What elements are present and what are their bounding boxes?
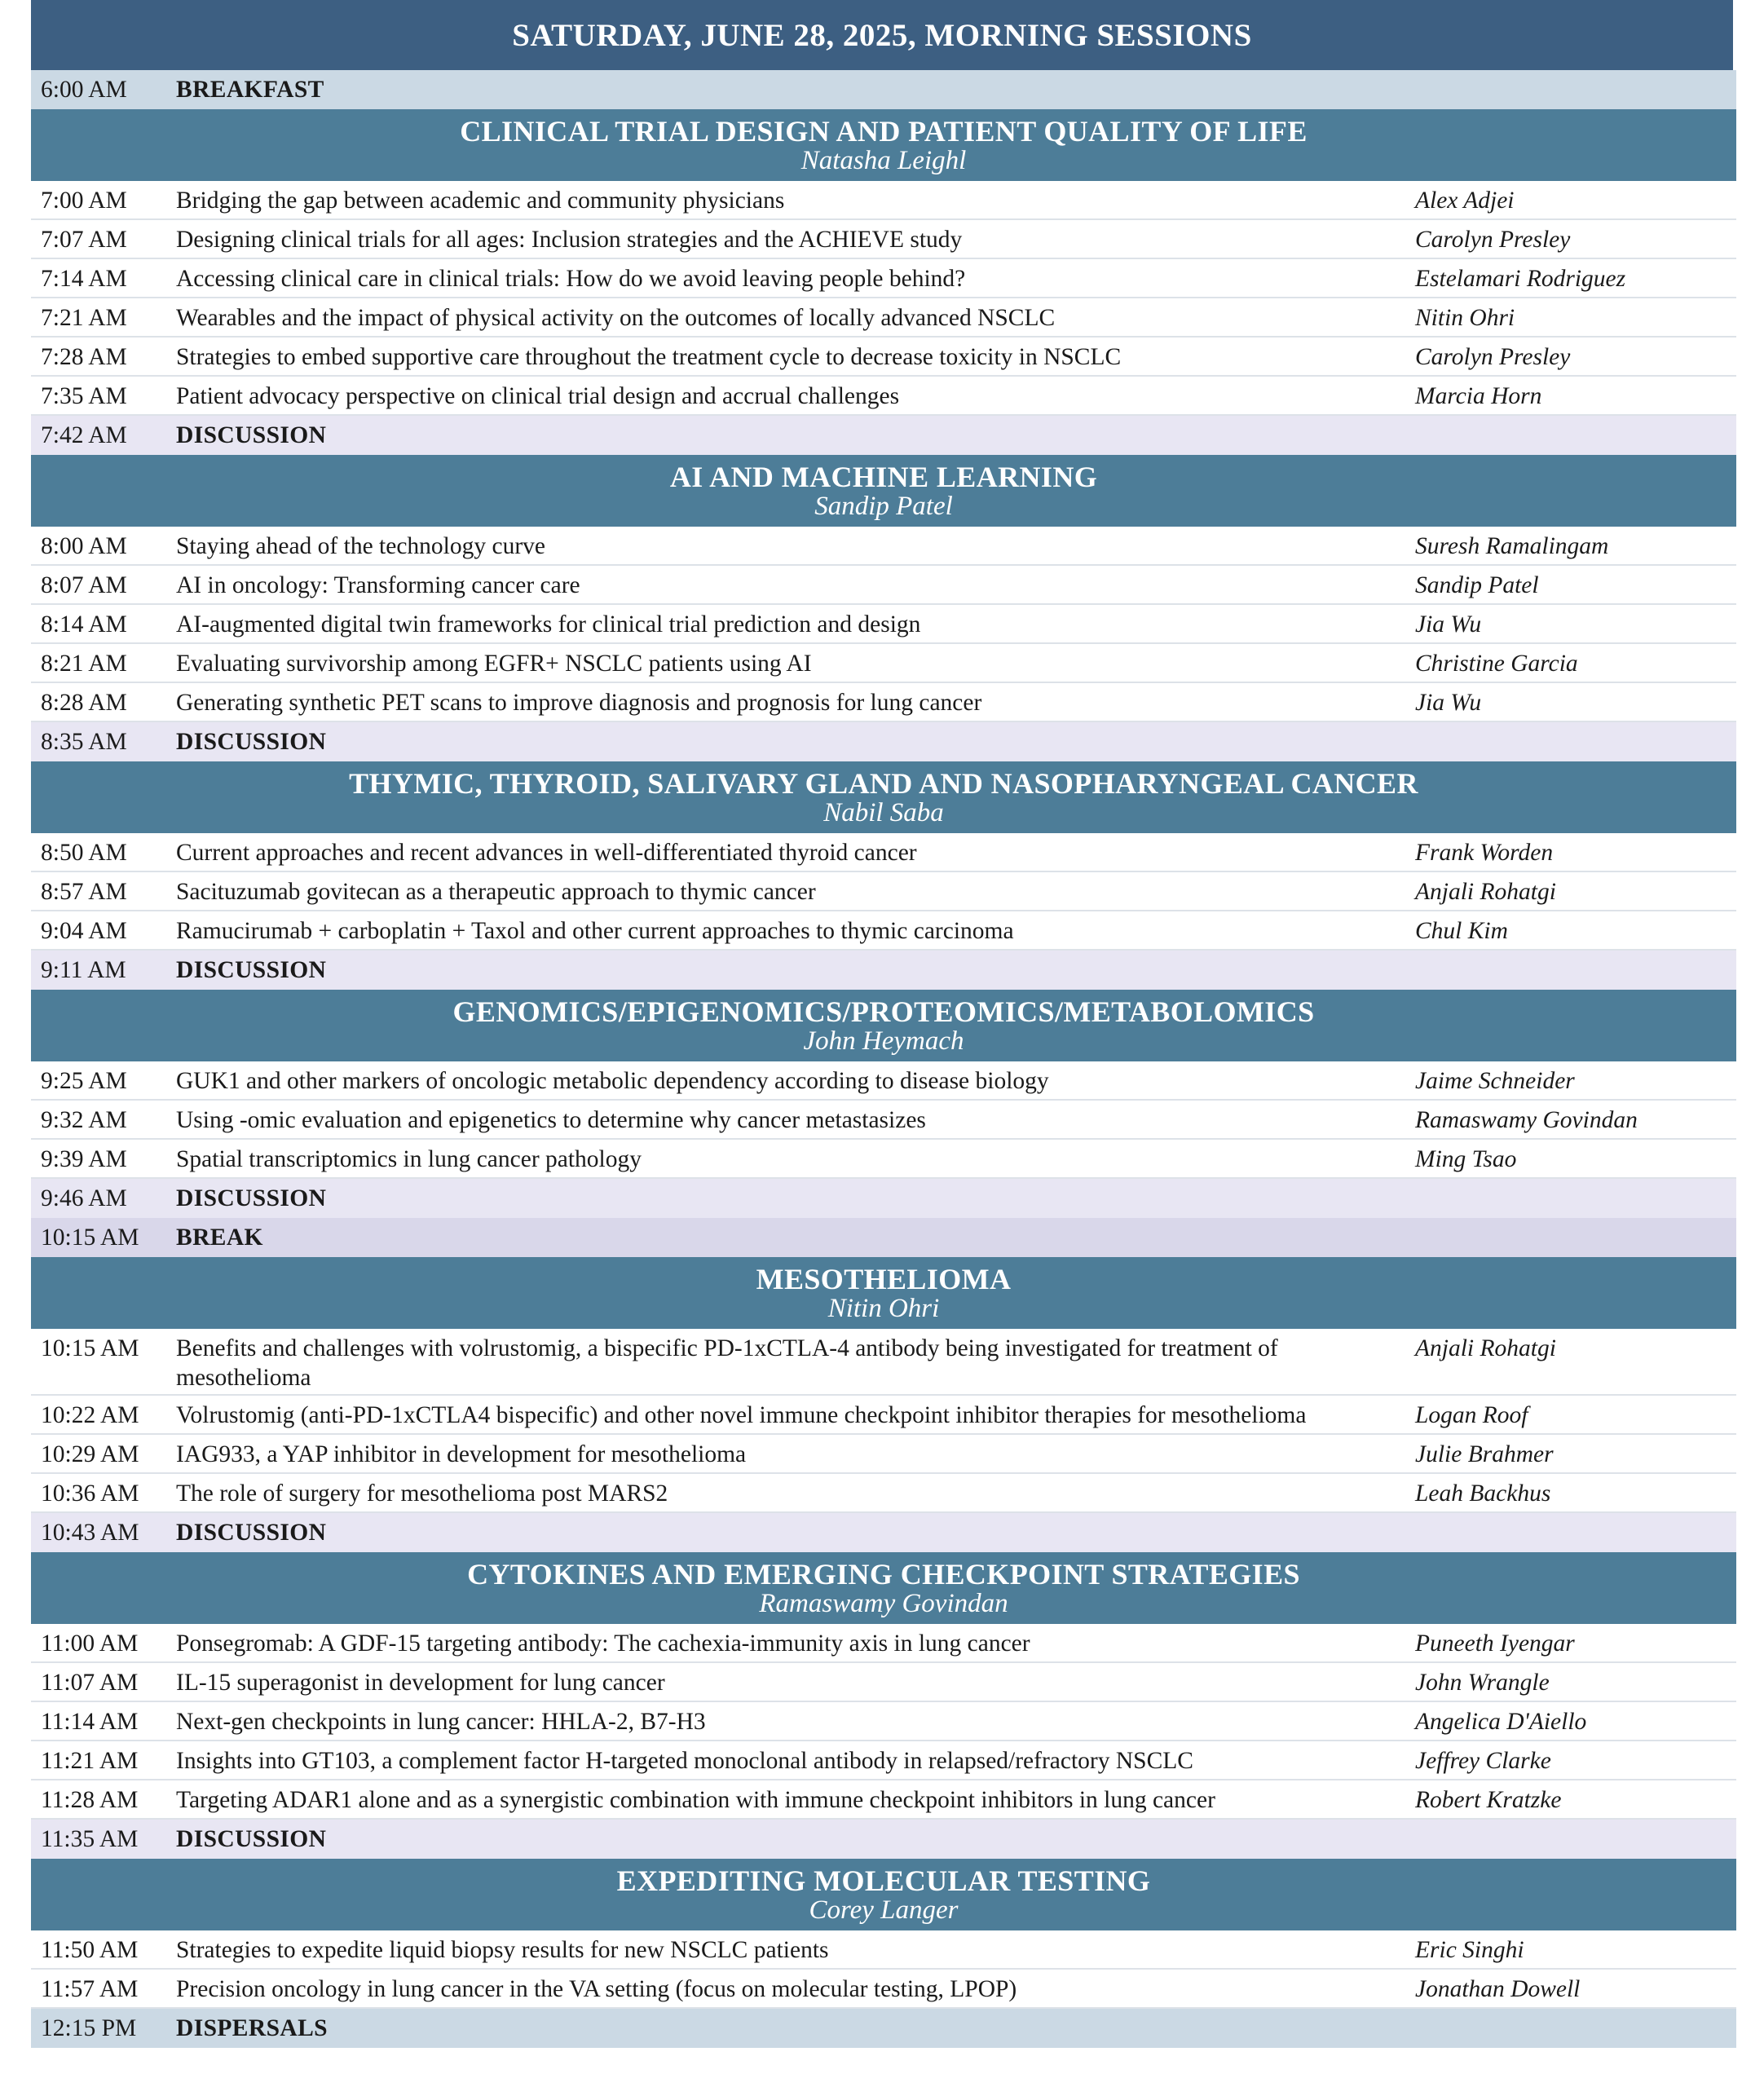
talk-time: 11:14 AM [41, 1709, 139, 1735]
talk-title: Strategies to embed supportive care throughout the treatment cycle to decrease toxicity in NSCLC [176, 344, 1122, 370]
talk-speaker: Carolyn Presley [1415, 227, 1571, 253]
breakfast-row [31, 70, 1736, 109]
dispersals-row [31, 2009, 1736, 2048]
talk-speaker: Jonathan Dowell [1415, 1976, 1581, 2002]
talk-time: 7:21 AM [41, 305, 127, 331]
talk-time: 9:25 AM [41, 1068, 127, 1094]
talk-speaker: Anjali Rohatgi [1415, 1335, 1556, 1361]
talk-speaker: Angelica D'Aiello [1415, 1709, 1587, 1735]
talk-title: Benefits and challenges with volrustomig, a bispecific PD-1xCTLA-4 antibody being investigated for treatment of mesothelioma [176, 1335, 1278, 1391]
row-label: DISCUSSION [176, 1826, 327, 1852]
session-header [31, 455, 1736, 527]
row-time: 9:46 AM [41, 1185, 127, 1211]
talk-speaker: John Wrangle [1415, 1670, 1550, 1696]
talk-speaker: Ramaswamy Govindan [1415, 1107, 1638, 1133]
talk-time: 11:50 AM [41, 1937, 139, 1963]
talk-title: Next-gen checkpoints in lung cancer: HHLA-2, B7-H3 [176, 1709, 706, 1735]
talk-title: Generating synthetic PET scans to improve diagnosis and prognosis for lung cancer [176, 690, 982, 716]
talk-row [31, 259, 1736, 298]
talk-time: 10:29 AM [41, 1441, 139, 1467]
session-title: GENOMICS/EPIGENOMICS/PROTEOMICS/METABOLOMICS [452, 995, 1315, 1028]
session-header [31, 761, 1736, 833]
row-label: DISCUSSION [176, 422, 327, 448]
talk-time: 8:14 AM [41, 611, 127, 638]
talk-row [31, 1474, 1736, 1513]
row-label: BREAK [176, 1224, 263, 1251]
break-row [31, 1218, 1736, 1257]
talk-speaker: Eric Singhi [1415, 1937, 1524, 1963]
session-header [31, 109, 1736, 181]
row-label: DISPERSALS [176, 2015, 328, 2041]
talk-speaker: Jia Wu [1415, 611, 1482, 638]
talk-row [31, 1435, 1736, 1474]
talk-title: Volrustomig (anti-PD-1xCTLA4 bispecific) and other novel immune checkpoint inhibitor therapies for mesothelioma [176, 1402, 1307, 1428]
talk-speaker: Ming Tsao [1415, 1146, 1517, 1172]
discussion-row [31, 416, 1736, 455]
talk-title: Using -omic evaluation and epigenetics to determine why cancer metastasizes [176, 1107, 926, 1133]
talk-time: 7:00 AM [41, 188, 127, 214]
talk-time: 7:14 AM [41, 266, 127, 292]
talk-title: Staying ahead of the technology curve [176, 533, 546, 559]
talk-speaker: Robert Kratzke [1415, 1787, 1562, 1813]
discussion-row [31, 951, 1736, 990]
talk-row [31, 377, 1736, 416]
talk-time: 11:00 AM [41, 1630, 139, 1657]
talk-time: 8:50 AM [41, 840, 127, 866]
session-chair: John Heymach [803, 1026, 964, 1056]
talk-speaker: Julie Brahmer [1415, 1441, 1554, 1467]
talk-time: 8:57 AM [41, 879, 127, 905]
agenda [31, 0, 1736, 2048]
session-chair: Ramaswamy Govindan [759, 1589, 1008, 1618]
talk-speaker: Estelamari Rodriguez [1415, 266, 1626, 292]
talk-title: Sacituzumab govitecan as a therapeutic approach to thymic cancer [176, 879, 816, 905]
talk-time: 8:28 AM [41, 690, 127, 716]
talk-row [31, 683, 1736, 722]
talk-row [31, 298, 1736, 338]
talk-title: Designing clinical trials for all ages: Inclusion strategies and the ACHIEVE study [176, 227, 963, 253]
talk-row [31, 1101, 1736, 1140]
talk-title: AI in oncology: Transforming cancer care [176, 572, 580, 598]
talk-speaker: Logan Roof [1415, 1402, 1528, 1428]
session-title: MESOTHELIOMA [756, 1263, 1012, 1295]
talk-title: Patient advocacy perspective on clinical trial design and accrual challenges [176, 383, 900, 409]
talk-row [31, 644, 1736, 683]
talk-title: GUK1 and other markers of oncologic metabolic dependency according to disease biology [176, 1068, 1049, 1094]
session-header [31, 1859, 1736, 1930]
talk-row [31, 1663, 1736, 1702]
talk-time: 11:07 AM [41, 1670, 139, 1696]
talk-time: 8:21 AM [41, 651, 127, 677]
talk-time: 10:36 AM [41, 1480, 139, 1507]
talk-time: 11:21 AM [41, 1748, 139, 1774]
talk-row [31, 181, 1736, 220]
talk-row [31, 911, 1736, 951]
talk-time: 7:07 AM [41, 227, 127, 253]
talk-title: Bridging the gap between academic and community physicians [176, 188, 785, 214]
row-time: 7:42 AM [41, 422, 127, 448]
session-header [31, 1552, 1736, 1624]
talk-time: 10:15 AM [41, 1335, 139, 1361]
talk-speaker: Marcia Horn [1415, 383, 1542, 409]
session-title: CLINICAL TRIAL DESIGN AND PATIENT QUALITY OF LIFE [460, 115, 1308, 148]
talk-row [31, 527, 1736, 566]
session-title: CYTOKINES AND EMERGING CHECKPOINT STRATEGIES [467, 1558, 1300, 1591]
talk-title: Precision oncology in lung cancer in the VA setting (focus on molecular testing, LPOP) [176, 1976, 1017, 2002]
discussion-row [31, 1179, 1736, 1218]
session-chair: Nabil Saba [823, 798, 944, 827]
session-chair: Natasha Leighl [800, 146, 967, 175]
row-time: 10:15 AM [41, 1224, 139, 1251]
talk-speaker: Anjali Rohatgi [1415, 879, 1556, 905]
talk-speaker: Suresh Ramalingam [1415, 533, 1609, 559]
talk-time: 7:35 AM [41, 383, 127, 409]
talk-title: IL-15 superagonist in development for lung cancer [176, 1670, 665, 1696]
talk-speaker: Christine Garcia [1415, 651, 1578, 677]
talk-time: 8:07 AM [41, 572, 127, 598]
discussion-row [31, 1820, 1736, 1859]
row-time: 11:35 AM [41, 1826, 139, 1852]
talk-speaker: Jaime Schneider [1415, 1068, 1575, 1094]
talk-title: Spatial transcriptomics in lung cancer pathology [176, 1146, 642, 1172]
talk-row [31, 338, 1736, 377]
talk-row [31, 1396, 1736, 1435]
talk-title: Wearables and the impact of physical activity on the outcomes of locally advanced NSCLC [176, 305, 1056, 331]
session-chair: Sandip Patel [814, 492, 953, 521]
page-title: SATURDAY, JUNE 28, 2025, MORNING SESSIONS [31, 0, 1733, 70]
talk-row [31, 1702, 1736, 1741]
talk-speaker: Chul Kim [1415, 918, 1508, 944]
talk-time: 9:04 AM [41, 918, 127, 944]
row-label: DISCUSSION [176, 729, 327, 755]
talk-speaker: Jeffrey Clarke [1415, 1748, 1551, 1774]
talk-title: Evaluating survivorship among EGFR+ NSCLC patients using AI [176, 651, 812, 677]
talk-title: The role of surgery for mesothelioma post MARS2 [176, 1480, 668, 1507]
session-title: EXPEDITING MOLECULAR TESTING [616, 1864, 1151, 1897]
session-title: THYMIC, THYROID, SALIVARY GLAND AND NASOPHARYNGEAL CANCER [349, 767, 1418, 800]
session-header [31, 990, 1736, 1061]
talk-time: 11:28 AM [41, 1787, 139, 1813]
talk-row [31, 1780, 1736, 1820]
talk-speaker: Leah Backhus [1415, 1480, 1551, 1507]
talk-title: IAG933, a YAP inhibitor in development for mesothelioma [176, 1441, 747, 1467]
talk-title: Accessing clinical care in clinical trials: How do we avoid leaving people behind? [176, 266, 966, 292]
row-time: 6:00 AM [41, 77, 127, 103]
talk-title: Targeting ADAR1 alone and as a synergistic combination with immune checkpoint inhibitors in lung cancer [176, 1787, 1215, 1813]
row-label: DISCUSSION [176, 957, 327, 983]
talk-time: 9:32 AM [41, 1107, 127, 1133]
talk-row [31, 1930, 1736, 1970]
talk-speaker: Carolyn Presley [1415, 344, 1571, 370]
talk-row [31, 872, 1736, 911]
discussion-row [31, 1513, 1736, 1552]
talk-title: Strategies to expedite liquid biopsy results for new NSCLC patients [176, 1937, 829, 1963]
talk-speaker: Sandip Patel [1415, 572, 1539, 598]
session-title: AI AND MACHINE LEARNING [669, 461, 1098, 493]
talk-row [31, 1970, 1736, 2009]
talk-row [31, 1061, 1736, 1101]
talk-title: Insights into GT103, a complement factor H-targeted monoclonal antibody in relapsed/refractory NSCLC [176, 1748, 1193, 1774]
session-chair: Nitin Ohri [827, 1294, 940, 1323]
talk-speaker: Puneeth Iyengar [1415, 1630, 1575, 1657]
talk-title: AI-augmented digital twin frameworks for clinical trial prediction and design [176, 611, 921, 638]
session-header [31, 1257, 1736, 1329]
talk-time: 8:00 AM [41, 533, 127, 559]
talk-row [31, 1140, 1736, 1179]
talk-time: 11:57 AM [41, 1976, 139, 2002]
row-time: 12:15 PM [41, 2015, 137, 2041]
row-label: DISCUSSION [176, 1520, 327, 1546]
talk-title: Ramucirumab + carboplatin + Taxol and other current approaches to thymic carcinoma [176, 918, 1014, 944]
talk-title: Ponsegromab: A GDF-15 targeting antibody: The cachexia-immunity axis in lung cancer [176, 1630, 1030, 1657]
talk-speaker: Alex Adjei [1415, 188, 1515, 214]
row-time: 8:35 AM [41, 729, 127, 755]
talk-title: Current approaches and recent advances in well-differentiated thyroid cancer [176, 840, 917, 866]
talk-row [31, 1624, 1736, 1663]
talk-speaker: Jia Wu [1415, 690, 1482, 716]
talk-speaker: Frank Worden [1415, 840, 1554, 866]
talk-row [31, 220, 1736, 259]
talk-row [31, 605, 1736, 644]
row-time: 10:43 AM [41, 1520, 139, 1546]
discussion-row [31, 722, 1736, 761]
talk-row [31, 1741, 1736, 1780]
row-label: DISCUSSION [176, 1185, 327, 1211]
session-chair: Corey Langer [809, 1895, 959, 1925]
talk-row [31, 566, 1736, 605]
talk-time: 7:28 AM [41, 344, 127, 370]
talk-speaker: Nitin Ohri [1415, 305, 1515, 331]
talk-time: 10:22 AM [41, 1402, 139, 1428]
talk-time: 9:39 AM [41, 1146, 127, 1172]
row-time: 9:11 AM [41, 957, 126, 983]
talk-row [31, 833, 1736, 872]
talk-row [31, 1329, 1736, 1396]
row-label: BREAKFAST [176, 77, 324, 103]
